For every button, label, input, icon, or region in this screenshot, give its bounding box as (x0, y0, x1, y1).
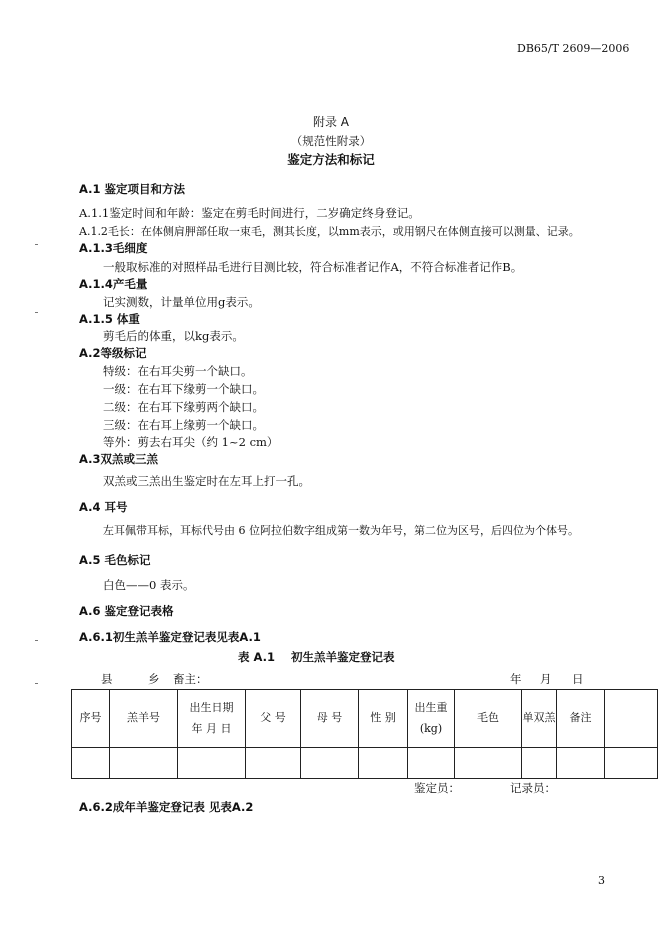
section-a15-heading: A.1.5 体重 (79, 312, 140, 326)
year-label: 年 (510, 672, 522, 686)
header-cell-line: 出生重 (414, 700, 448, 714)
appraiser-label: 鉴定员： (414, 781, 460, 795)
section-a4-text: 左耳佩带耳标，耳标代号由 6 位阿拉伯数字组成第一数为年号，第二位为区号，后四位为个体号。 (103, 524, 579, 537)
table-cell[interactable] (72, 748, 110, 779)
grade-item: 二级：在右耳下缘剪两个缺口。 (103, 400, 264, 414)
table-cell[interactable] (605, 748, 658, 779)
section-a4-heading: A.4 耳号 (79, 500, 128, 514)
header-cell: 母 号 (301, 690, 359, 748)
section-a62-text: A.6.2成年羊鉴定登记表 见表A.2 (79, 800, 254, 814)
table-cell[interactable] (455, 748, 522, 779)
table-cell[interactable] (178, 748, 246, 779)
section-a3-text: 双羔或三羔出生鉴定时在左耳上打一孔。 (103, 474, 310, 488)
header-cell: 序号 (72, 690, 110, 748)
page-number: 3 (598, 874, 605, 887)
header-cell-line: (kg) (419, 721, 443, 735)
section-a61-text: A.6.1初生羔羊鉴定登记表见表A.1 (79, 630, 261, 644)
margin-mark (35, 312, 38, 313)
document-code: DB65/T 2609—2006 (517, 42, 630, 55)
table-row (72, 748, 658, 779)
appendix-subtitle: 鉴定方法和标记 (287, 152, 375, 167)
grade-item: 三级：在右耳上缘剪一个缺口。 (103, 418, 264, 432)
registration-table (71, 689, 658, 779)
header-cell (605, 690, 658, 748)
table-cell[interactable] (110, 748, 178, 779)
county-label: 县 (101, 672, 113, 686)
section-a13-heading: A.1.3毛细度 (79, 241, 148, 255)
table-cell[interactable] (301, 748, 359, 779)
recorder-label: 记录员： (510, 781, 556, 795)
section-a12-text: A.1.2毛长：在体侧肩胛部任取一束毛，测其长度，以mm表示，或用钢尺在体侧直接可以测量、记录。 (79, 225, 580, 238)
grade-item: 特级：在右耳尖剪一个缺口。 (103, 364, 253, 378)
appendix-title: 附录 A (312, 115, 350, 129)
header-cell: 毛色 (455, 690, 522, 748)
township-label: 乡 (148, 672, 160, 686)
header-cell (408, 690, 455, 748)
month-label: 月 (540, 672, 552, 686)
margin-mark (35, 244, 38, 245)
section-a3-heading: A.3双羔或三羔 (79, 452, 158, 466)
owner-label: 畜主： (173, 672, 208, 686)
table-cell[interactable] (522, 748, 557, 779)
header-cell: 性 别 (359, 690, 408, 748)
header-cell: 羔羊号 (110, 690, 178, 748)
table-cell[interactable] (246, 748, 301, 779)
section-a6-heading: A.6 鉴定登记表格 (79, 604, 174, 618)
table-cell[interactable] (557, 748, 605, 779)
table-cell[interactable] (408, 748, 455, 779)
table-cell[interactable] (359, 748, 408, 779)
header-cell: 备注 (557, 690, 605, 748)
header-cell-line: 年 月 日 (191, 721, 232, 735)
table-caption: 表 A.1 初生羔羊鉴定登记表 (238, 650, 395, 664)
day-label: 日 (572, 672, 584, 686)
section-a5-text: 白色——0 表示。 (103, 578, 195, 592)
margin-mark (35, 640, 38, 641)
section-a15-text: 剪毛后的体重，以kg表示。 (103, 329, 244, 343)
section-a14-heading: A.1.4产毛量 (79, 277, 148, 291)
header-cell: 单双羔 (522, 690, 557, 748)
grade-item: 等外：剪去右耳尖（约 1~2 cm） (103, 435, 279, 449)
margin-mark (35, 683, 38, 684)
section-a13-text: 一般取标准的对照样品毛进行目测比较，符合标准者记作A，不符合标准者记作B。 (103, 260, 523, 274)
section-a14-text: 记实测数，计量单位用g表示。 (103, 295, 260, 309)
section-a2-heading: A.2等级标记 (79, 346, 147, 360)
header-cell: 父 号 (246, 690, 301, 748)
table-header-row (72, 690, 658, 748)
section-a5-heading: A.5 毛色标记 (79, 553, 151, 567)
header-cell-line: 出生日期 (189, 700, 234, 714)
section-a11-text: A.1.1鉴定时间和年龄：鉴定在剪毛时间进行，二岁确定终身登记。 (79, 206, 420, 220)
grade-item: 一级：在右耳下缘剪一个缺口。 (103, 382, 264, 396)
header-cell (178, 690, 246, 748)
section-a1-heading: A.1 鉴定项目和方法 (79, 182, 185, 196)
appendix-type: （规范性附录） (290, 134, 372, 148)
